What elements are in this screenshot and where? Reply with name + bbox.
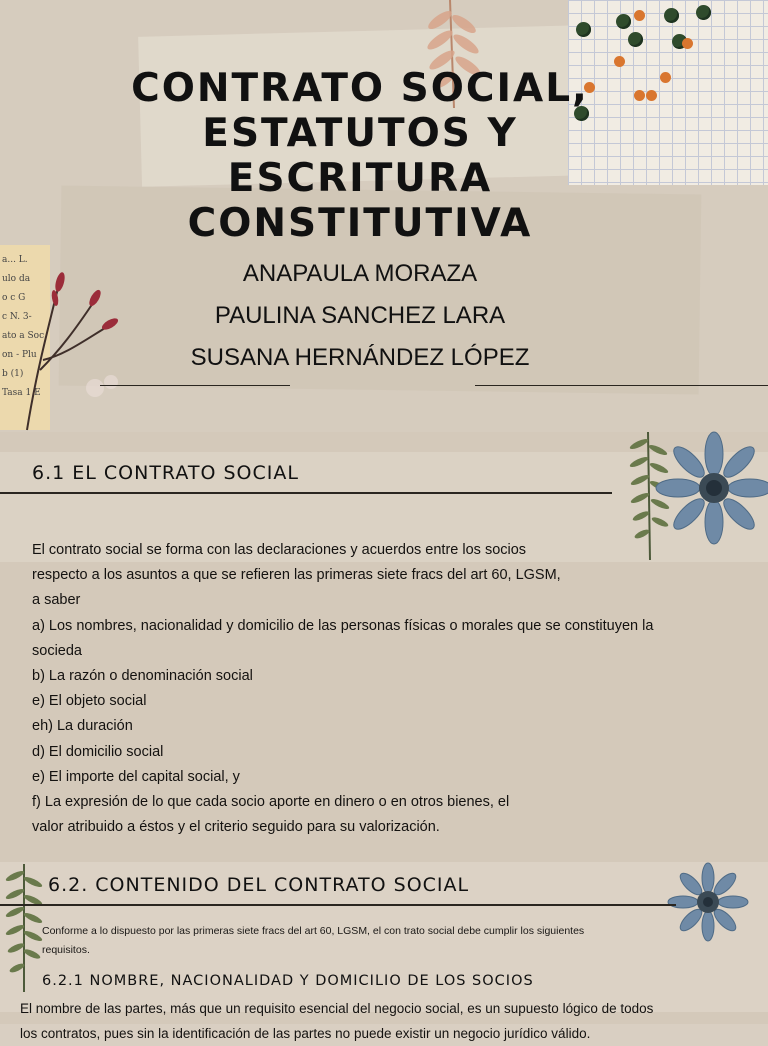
divider <box>100 385 290 386</box>
author-list <box>60 253 660 379</box>
section-intro: Conforme a lo dispuesto por las primeras siete fracs del art 60, LGSM, el con trato social debe cumplir los siguientes requisitos. <box>42 925 585 956</box>
content-page <box>0 432 768 1041</box>
section-heading: 6.1 EL CONTRATO SOCIAL <box>32 462 299 484</box>
author-name: ANAPAULA MORAZA <box>242 260 478 287</box>
author-name: PAULINA SANCHEZ LARA <box>214 302 506 329</box>
blue-flower-icon <box>656 434 768 542</box>
subsection-heading: 6.2.1 NOMBRE, NACIONALIDAD Y DOMICILIO DE LOS SOCIOS <box>42 973 534 989</box>
cover-page <box>0 0 768 432</box>
author-name: SUSANA HERNÁNDEZ LÓPEZ <box>190 344 530 371</box>
divider <box>0 492 612 494</box>
fern-icon <box>4 864 44 994</box>
divider <box>475 385 768 386</box>
newspaper-clipping: a... L. ulo da o c G c N. 3- ato a Soc on - Plu b (1) Tasa 1 E <box>0 245 50 430</box>
divider <box>0 904 676 906</box>
subsection-body: El nombre de las partes, más que un requisito esencial del negocio social, es un supuesto lógico de todos los contratos, pues sin la identificación de las partes no puede existir un negocio jurídico válido. <box>20 1001 654 1041</box>
section-heading: 6.2. CONTENIDO DEL CONTRATO SOCIAL <box>48 874 470 896</box>
section-body: El contrato social se forma con las declaraciones y acuerdos entre los socios respecto a los asuntos a que se refieren las primeras siete fracs del art 60, LGSM, a saber a) Los nombres, nacionalidad y domicilio de las personas físicas o morales que se constituyen la socieda b) La razón o denominación social e) El objeto social eh) La duración d) El domicilio social e) El importe del capital social, y f) La expresión de lo que cada socio aporte en dinero o en otros bienes, el valor atribuido a éstos y el criterio seguido para su valorización. <box>32 542 654 836</box>
cover-title: CONTRATO SOCIAL, ESTATUTOS Y ESCRITURA CONSTITUTIVA <box>131 66 589 246</box>
